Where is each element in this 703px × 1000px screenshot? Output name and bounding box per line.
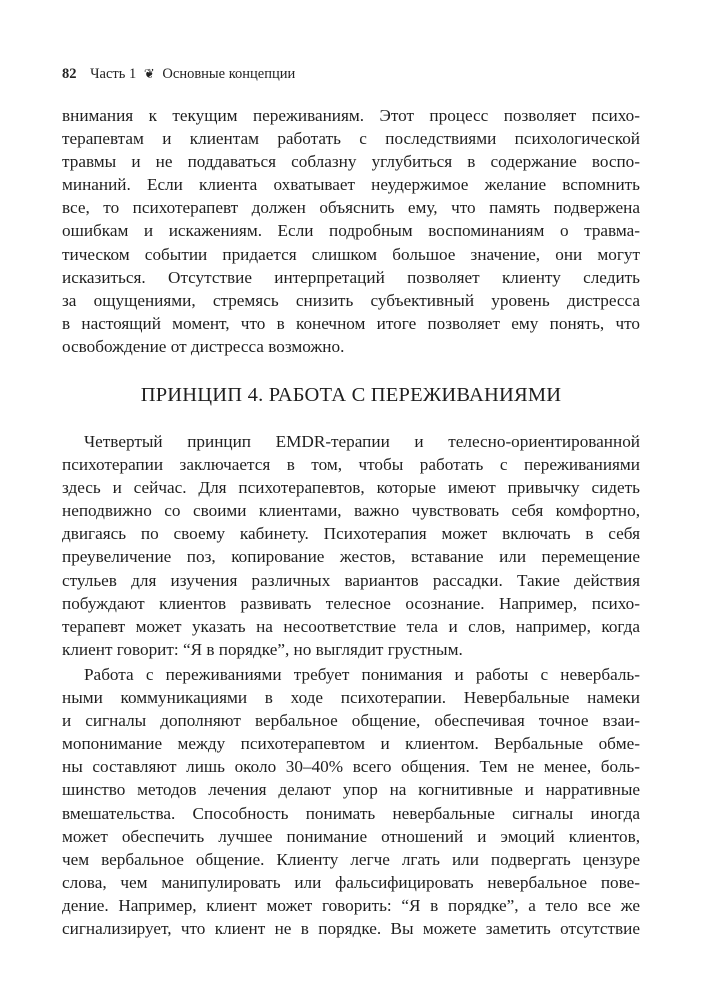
text-line: терапевт может указать на несоответствие тела и слов, например, когда — [62, 616, 640, 636]
text-line: освобождение от дистресса возможно. — [62, 336, 345, 356]
text-line: Четвертый принцип EMDR-терапии и телесно-ориентированной — [84, 432, 640, 451]
text-line: психотерапии заключается в том, чтобы работать с переживаниями — [62, 455, 640, 475]
ornament-icon: ❦ — [143, 66, 155, 81]
text-line: ными коммуникациями в ходе психотерапии. Невербальные намеки — [62, 688, 640, 708]
text-line: Работа с переживаниями требует понимания и работы с невербаль- — [84, 665, 640, 684]
text-line: за ощущениями, стремясь снизить субъективный уровень дистресса — [62, 290, 640, 310]
text-line: дение. Например, клиент может говорить: “Я в порядке”, а тело все же — [62, 895, 640, 915]
text-line: здесь и сейчас. Для психотерапевтов, которые имеют привычку сидеть — [62, 478, 640, 498]
text-line: побуждают клиентов развивать телесное осознание. Например, психо- — [62, 593, 640, 613]
text-line: двигаясь по своему кабинету. Психотерапия может включать в себя — [62, 524, 640, 544]
text-line: терапевтам и клиентам работать с последствиями психологической — [62, 129, 640, 149]
text-line: мопонимание между психотерапевтом и клиентом. Вербальные обме- — [62, 734, 640, 754]
text-line: травмы и не поддаваться соблазну углубиться в содержание воспо- — [62, 152, 640, 172]
text-line: клиент говорит: “Я в порядке”, но выглядит грустным. — [62, 639, 463, 659]
text-line: сигнализирует, что клиент не в порядке. Вы можете заметить отсутствие — [62, 919, 640, 939]
text-line: ошибкам и искажениям. Если подробным воспоминаниям о травма- — [62, 221, 640, 241]
text-line: все, то психотерапевт должен объяснить ему, что память подвержена — [62, 198, 640, 218]
text-line: тическом событии придается слишком большое значение, они могут — [62, 244, 640, 264]
text-line: шинство методов лечения делают упор на когнитивные и нарративные — [62, 780, 640, 800]
part-label: Часть 1 — [90, 66, 137, 82]
section-heading: ПРИНЦИП 4. РАБОТА С ПЕРЕЖИВАНИЯМИ — [140, 384, 562, 406]
text-line: исказиться. Отсутствие интерпретаций позволяет клиенту следить — [62, 267, 640, 287]
text-line: ны составляют лишь около 30–40% всего общения. Тем не менее, боль- — [62, 757, 640, 777]
text-line: и сигналы дополняют вербальное общение, обеспечивая точное взаи- — [62, 711, 640, 731]
text-line: внимания к текущим переживаниям. Этот процесс позволяет психо- — [62, 106, 640, 125]
text-line: минаний. Если клиента охватывает неудержимое желание вспомнить — [62, 175, 640, 195]
text-line: в настоящий момент, что в конечном итоге позволяет ему понять, что — [62, 313, 640, 333]
text-line: стульев для изучения различных вариантов рассадки. Такие действия — [62, 570, 640, 590]
chapter-title: Основные концепции — [162, 66, 296, 82]
text-line: преувеличение поз, копирование жестов, вставание или перемещение — [62, 547, 640, 567]
paragraph — [62, 430, 640, 661]
text-line: неподвижно со своими клиентами, важно чувствовать себя комфортно, — [62, 501, 640, 521]
text-line: вмешательства. Способность понимать невербальные сигналы иногда — [62, 803, 640, 823]
text-line: слова, чем манипулировать или фальсифицировать невербальное пове- — [62, 872, 640, 892]
page-number: 82 — [62, 66, 77, 82]
text-line: может обеспечить лучшее понимание отношений и эмоций клиентов, — [62, 826, 640, 846]
paragraph-continued — [62, 104, 640, 358]
running-header — [62, 66, 295, 83]
text-line: чем вербальное общение. Клиенту легче лгать или подвергать цензуре — [62, 849, 640, 869]
paragraph — [62, 663, 640, 940]
